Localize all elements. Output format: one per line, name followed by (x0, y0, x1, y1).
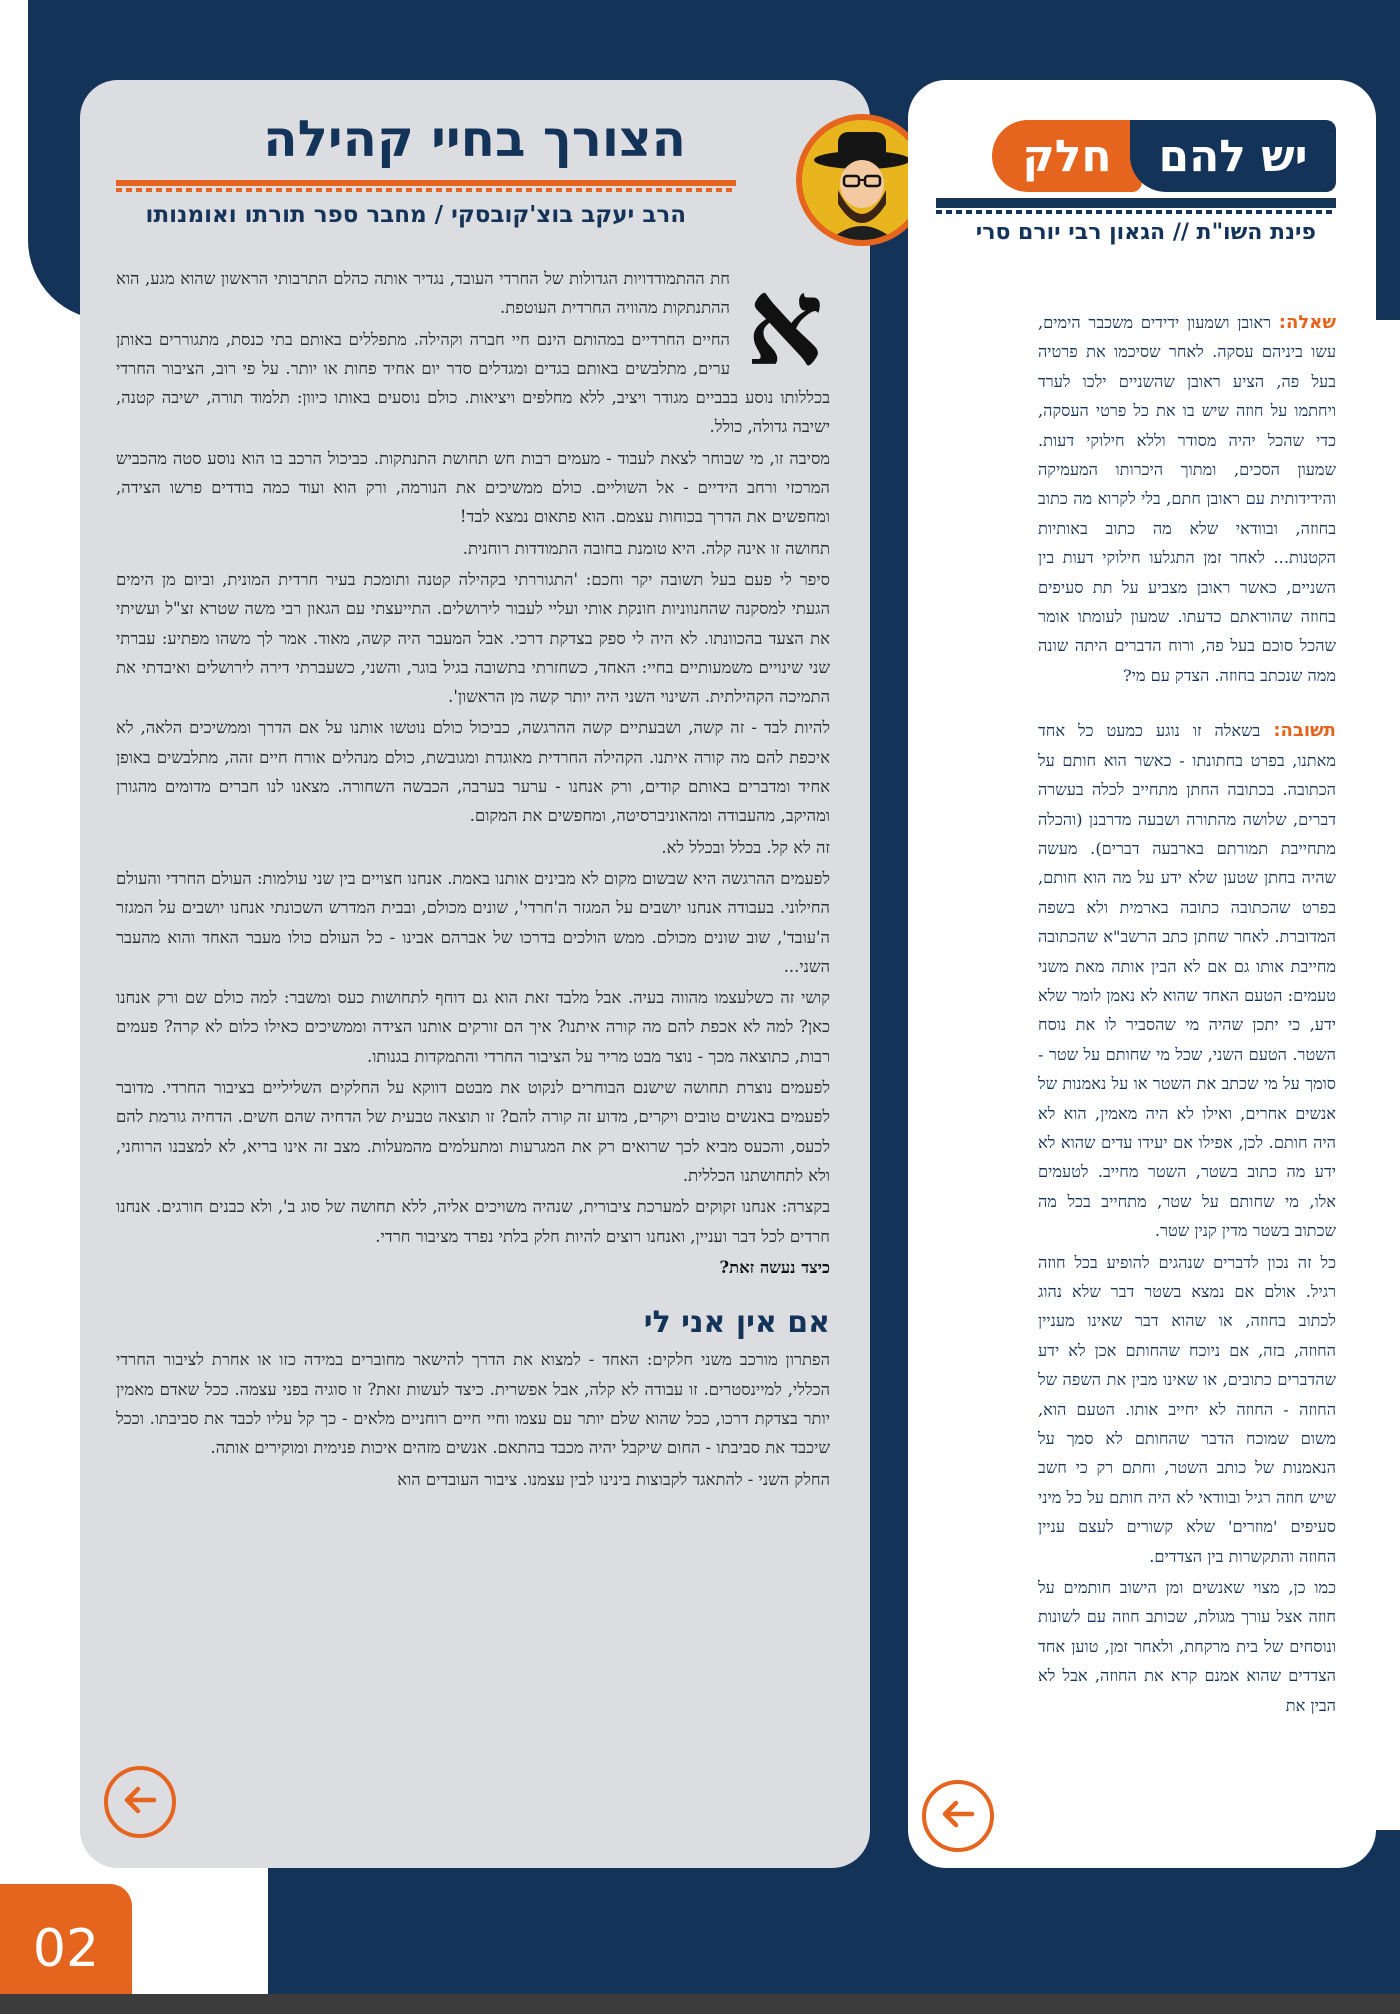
title-underline-dashes (116, 188, 736, 192)
question-paragraph (1038, 308, 1336, 690)
left-paragraph: סיפר לי פעם בעל תשובה יקר וחכם: 'התגוררתי בקהילה קטנה ותומכת בעיר חרדית המונית, וביום מן הימים הגעתי למסקנה שהחנווניות חונקת אותי ועליי לעבור לירושלים. התייעצתי עם הגאון רבי משה שטרא זצ"ל ועשיתי את הצעד בהכוונתו. לא היה לי ספק בצדקת דרכי. אבל המעבר היה קשה, מאוד. אמר לך משהו מפתיע: עברתי שני שינויים משמעותיים בחיי: האחד, כשחזרתי בתשובה בגיל בוגר, והשני, כשעברתי דירה לירושלים ואיבדתי את התמיכה הקהילתית. השינוי השני היה יותר קשה מן הראשון'. (116, 569, 830, 707)
arrow-left-circle-icon (120, 1780, 160, 1824)
page-number: 02 (32, 1919, 100, 1979)
right-article-byline: פינת השו"ת // הגאון רבי יורם סרי (975, 220, 1316, 245)
left-article-title: הצורך בחיי קהילה (263, 110, 686, 168)
left-paragraph: תחושה זו אינה קלה. היא טומנת בחובה התמודדות רוחנית. (462, 538, 830, 558)
left-article-subheading: אם אין אני לי (643, 1305, 830, 1341)
bottom-edge-bar (0, 1994, 1400, 2014)
question-label: שאלה: (1278, 312, 1336, 333)
left-paragraph: להיות לבד - זה קשה, ושבעתיים קשה ההרגשה, כביכול כולם נוטשו אותנו על אם הדרך וממשיכים הלאה, לא איכפת להם מה קורה איתנו. הקהילה החרדית מאוגדת ומגובשת, כולם מנהלים אורח חיים זהה, מתלבשים באופן אחיד ומדברים באותם קודים, ורק אנחנו - ערער בערבה, הכבשה השחורה. מצאנו לנו חברים מדומים מהגורן ומהיקב, מהעבודה ומהאוניברסיטה, ומחפשים את המקום. (116, 718, 830, 826)
section-tag-orange: חלק (992, 120, 1142, 192)
left-paragraph: זה לא קל. בכלל ובכלל לא. (661, 837, 830, 857)
title-underline (116, 180, 736, 186)
answer-label: תשובה: (1273, 720, 1336, 742)
question-line: כיצד נעשה זאת? (719, 1257, 830, 1277)
question-text: ראובן ושמעון ידידים משכבר הימים, עשו ביניהם עסקה. לאחר שסיכמו את פרטיה בעל פה, הציע ראובן שהשניים ילכו לערד ויחתמו על חוזה שיש בו את כל פרטי העסקה, כדי שהכל יהיה מסודר וללא חילוקי דעות. שמעון הסכים, ומתוך היכרותו המעמיקה והידידותית עם ראובן חתם, בלי לקרוא מה כתוב בחוזה, ובוודאי שלא מה כתוב באותיות הקטנות... לאחר זמן התגלעו חילוקי דעות בין השניים, כאשר ראובן מצביע על תת סעיפים בחוזה שהוראתם כדעתו. שמעון לעומתו אומר שהכל סוכם בעל פה, ורוח הדברים היתה שונה ממה שנכתב בחוזה. הצדק עם מי? (1038, 313, 1336, 685)
answer-paragraph: כל זה נכון לדברים שנהגים להופיע בכל חוזה רגיל. אולם אם נמצא בשטר דבר שלא נהוג לכתוב בחוזה, או שהוא דבר שאינו מעניין החוזה, בזה, אם ניוכח שהחותם אכן לא ידע שהדברים כתובים, או שאינו מבין את השפה של החוזה - החוזה לא יחייב אותו. הטעם הוא, משום שמוכח הדבר שהחותם לא סמך על הנאמנות של כותב השטר, וחתם רק כי חשב שיש חוזה רגיל ובוודאי לא היה חותם על כל מיני סעיפים 'מוזרים' שלא קשורים לעצם עניין החוזה והתקשרות בין הצדדים. (1038, 1252, 1336, 1566)
answer-paragraph: כמו כן, מצוי שאנשים ומן הישוב חותמים על חוזה אצל עורך מגולת, שכותב חוזה עם לשונות ונוסחים של בית מרקחת, ולאחר זמן, טוען אחד הצדדים שהוא אמנם קרא את החוזה, אבל לא הבין את (1038, 1578, 1336, 1715)
left-paragraph: מסיבה זו, מי שבוחר לצאת לעבוד - מעמים רבות חש תחושת התנתקות. כביכול הרכב בו הוא נוסע סטה מהכביש המרכזי ורחב הידיים - אל השוליים. כולם ממשיכים את הנורמה, ורק הוא ועוד כמה בודדים פרשו הצידה, ומחפשים את הדרך בכוחות עצמם. הוא פתאום נמצא לבד! (116, 448, 830, 527)
section-tag (992, 120, 1336, 192)
drop-cap-spacer (730, 252, 830, 393)
left-paragraph: החלק השני - להתאגד לקבוצות בינינו לבין עצמנו. ציבור העובדים הוא (397, 1469, 830, 1489)
left-paragraph: בקצרה: אנחנו זקוקים למערכת ציבורית, שנהיה משויכים אליה, ללא תחושה של סוג ב', ולא כבנים חורגים. אנחנו חרדים לכל דבר ועניין, ואנחנו רוצים להיות חלק בלתי נפרד מציבור חרדי. (116, 1197, 830, 1246)
left-paragraph: לפעמים נוצרת תחושה שישנם הבוחרים לנקוט את מבטם דווקא על החלקים השליליים בציבור החרדי. מדובר לפעמים באנשים טובים ויקרים, מדוע זה קורה להם? זו תוצאה טבעית של הדחיה שהם חשים. הדחיה גורמת להם לכעס, והכעס מביא לכך שרואים רק את המגרעות ומתעלמים מהמעלות. מצב זה אינו בריא, לא למצבנו הרוחני, ולא לתחושתנו הכללית. (116, 1078, 830, 1185)
left-paragraph: הפתרון מורכב משני חלקים: האחד - למצוא את הדרך להישאר מחוברים במידה כזו או אחרת לציבור החרדי הכללי, למיינסטרים. זו עבודה לא קלה, אבל אפשרית. כיצד לעשות זאת? זו סוגיה בפני עצמה. ככל שאדם מאמין יותר בצדקת דרכו, ככל שהוא שלם יותר עם עצמו וחיי חיים רוחניים מלאים - כך קל עליו לכבד את סביבתו. וככל שיכבד את סביבתו - החום שיקבל יהיה מכבד בהתאם. אנשים מזהים איכות פנימית ומוקירים אותה. (116, 1350, 830, 1458)
left-continue-arrow-button[interactable] (104, 1766, 176, 1838)
tag-underline (936, 198, 1336, 208)
answer-paragraph (1038, 716, 1336, 1245)
left-paragraph: לפעמים ההרגשה היא שבשום מקום לא מבינים אותנו באמת. אנחנו חצויים בין שני עולמות: העולם החרדי והעולם החילוני. בעבודה אנחנו יושבים על המגזר ה'חרדי', שונים מכולם, ובבית המדרש השכונתי אנחנו יושבים על המגזר ה'עובד', שוב שונים מכולם. ממש הולכים בדרכו של אברהם אבינו - כל העולם כולו מעבר האחד והוא מהעבר השני... (116, 868, 830, 976)
left-paragraph: החיים החרדיים במהותם הינם חיי חברה וקהילה. מתפללים באותם בתי כנסת, מתגוררים באותן ערים, מתלבשים באותם בגדים ומגדלים סדר יום אחיד פחות או יותר. על פי רוב, הציבור החרדי בכללותו נוסע בבביים מגודר ויציב, ללא מחלפים ויציאות. כולם נוסעים באותו כיוון: תלמוד תורה, ישיבה קטנה, ישיבה גדולה, כולל. (116, 329, 830, 437)
right-article-body (1038, 308, 1336, 1722)
tag-underline-dashes (936, 210, 1336, 214)
left-paragraph: קושי זה כשלעצמו מהווה בעיה. אבל מלבד זאת הוא גם דוחף לתחושות כעס ומשבר: למה כולם שם ורק אנחנו כאן? למה לא אכפת להם מה קורה איתנו? איך הם זורקים אותנו הצידה וממשיכים כאילו כלום לא קרה? פעמים רבות, כתוצאה מכך - נוצר מבט מריר על הציבור החרדי והתמקדות בגנותו. (116, 988, 830, 1066)
left-article-body (116, 252, 830, 1496)
left-article-panel (80, 80, 870, 1868)
right-article-panel (908, 80, 1376, 1868)
left-paragraph: חת ההתמודדויות הגדולות של החרדי העובד, נגדיר אותה כהלם התרבותי הראשון שהוא מגע, הוא ההתנתקות מהוויה החרדית העוטפת. (116, 269, 730, 318)
arrow-left-circle-icon (938, 1794, 978, 1838)
section-tag-navy: יש להם (1130, 120, 1336, 192)
drop-cap-letter: א (746, 252, 824, 393)
answer-text: בשאלה זו נוגע כמעט כל אחד מאתנו, בפרט בחתונתו - כאשר הוא חותם על הכתובה. בכתובה החתן מתחייב לכלה בעשרה דברים, שלושה מהתורה ושבעה מדרבנן (והכלה מתחייבת תמורתם בארבעה דברים). מעשה שהיה בחתן שטען שלא ידע על מה הוא חותם, בפרט שהכתובה כתובה בארמית ולא בשפה המדוברת. לאחר שחתן כתב הרשב"א שהכתובה מחייבת אותו גם אם לא הבין אותה מאת משני טעמים: הטעם האחד שהוא לא נאמן לומר שלא ידע, כי יתכן שהיה מי שהסביר לו את נוסח השטר. הטעם השני, שכל מי שחותם על שטר - סומך על מי שכתב את השטר או על נאמנות של אנשים אחרים, ואילו לא היה מאמין, הוא לא היה חותם. לכן, אפילו אם יעידו עדים שהוא לא ידע מה כתוב בשטר, השטר מחייב. לטעמים אלו, מי שחותם על שטר, מתחייב בכל מה שכתוב בשטר מדין קנין שטר. (1038, 721, 1336, 1241)
left-article-byline: הרב יעקב בוצ'קובסקי / מחבר ספר תורתו ואומנותו (145, 202, 686, 228)
right-continue-arrow-button[interactable] (922, 1780, 994, 1852)
